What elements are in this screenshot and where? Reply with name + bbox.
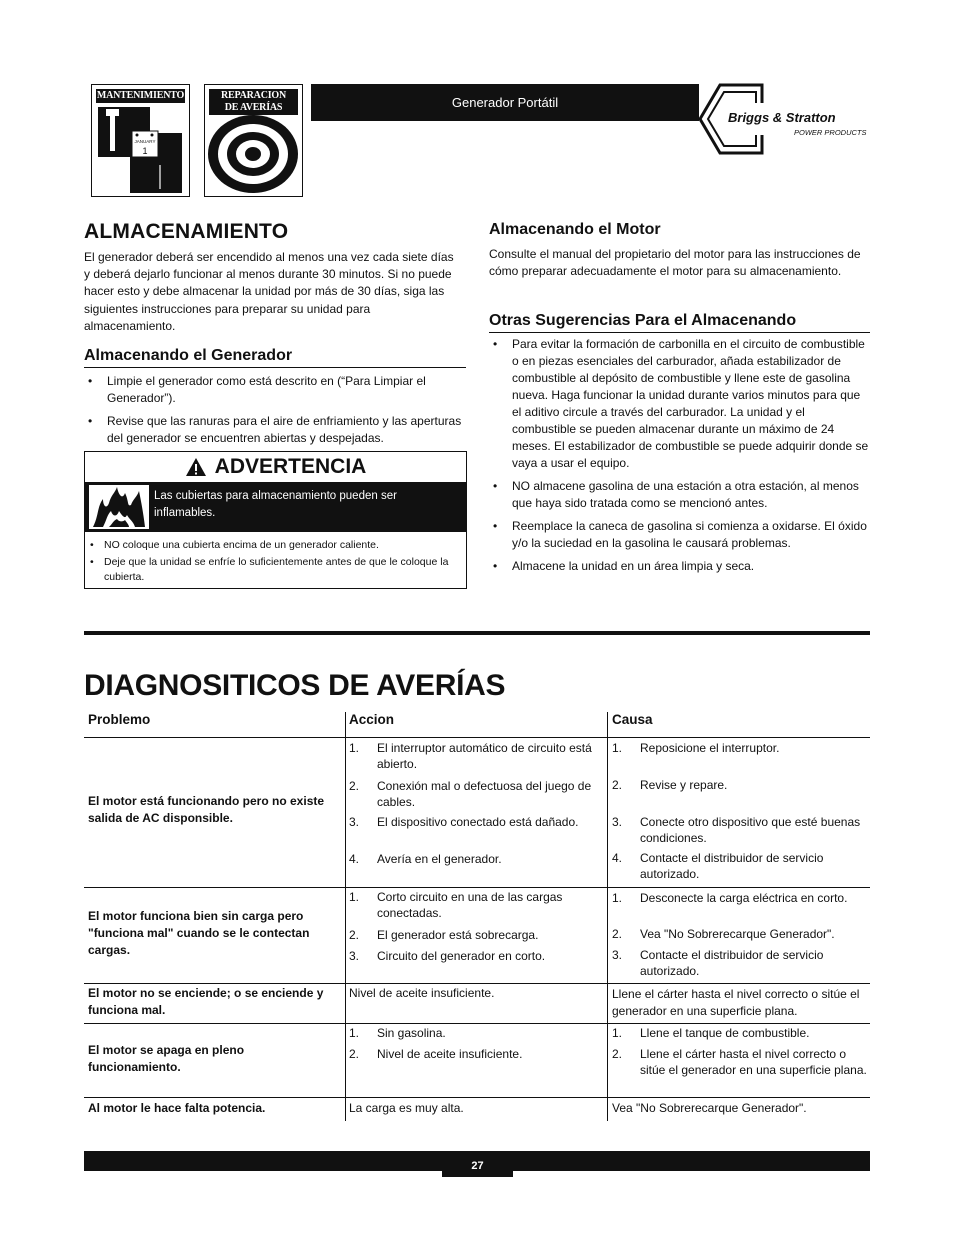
maintenance-icon <box>91 84 190 197</box>
list-item: • NO almacene gasolina de una estación a otra estación, al menos que haya sido tratada como se mencionó antes. <box>489 478 870 512</box>
column-header-action: Accion <box>349 712 395 727</box>
troubleshooting-title: DIAGNOSITICOS DE AVERÍAS <box>84 669 506 702</box>
svg-text:JANUARY: JANUARY <box>134 139 156 144</box>
warning-title: ADVERTENCIA <box>214 455 367 478</box>
list-item: • Deje que la unidad se enfríe lo suficientemente antes de que le coloque la cubierta. <box>85 555 466 585</box>
generator-storage-list <box>84 373 464 453</box>
wrench-calendar-icon <box>92 85 188 195</box>
table-rule <box>84 1097 870 1098</box>
briggs-stratton-logo <box>698 83 870 155</box>
action-item: 2. El generador está sobrecarga. <box>349 928 539 942</box>
list-item: • Revise que las ranuras para el aire de enfriamiento y las aperturas del generador se encuentren abiertas y despejadas. <box>84 413 464 447</box>
action-item: 4. Avería en el generador. <box>349 852 502 866</box>
action-item: 1. El interruptor automático de circuito está abierto. <box>349 741 592 771</box>
troubleshooting-icon-label: REPARACION DE AVERÍAS <box>209 89 298 115</box>
table-row-problem: El motor no se enciende; o se enciende y funciona mal. <box>88 986 324 1017</box>
list-item: • NO coloque una cubierta encima de un generador caliente. <box>85 538 466 553</box>
warning-triangle-icon <box>185 457 207 477</box>
action-item: 1. Corto circuito en una de las cargas conectadas. <box>349 890 563 920</box>
page-number: 27 <box>442 1151 513 1177</box>
storage-tips-list <box>489 336 870 581</box>
cause-item: 2. Revise y repare. <box>612 778 728 792</box>
table-rule <box>345 712 346 1121</box>
table-rule <box>84 887 870 888</box>
target-icon <box>205 85 301 195</box>
warning-box <box>84 451 467 589</box>
engine-storage-title: Almacenando el Motor <box>489 221 661 238</box>
storage-tips-title: Otras Sugerencias Para el Almacenando <box>489 312 870 333</box>
table-row-problem: El motor está funcionando pero no existe salida de AC disponsible. <box>88 794 325 825</box>
table-row-problem: Al motor le hace falta potencia. <box>88 1101 266 1115</box>
list-item: • Limpie el generador como está descrito en (“Para Limpiar el Generador”). <box>84 373 464 407</box>
storage-title: ALMACENAMIENTO <box>84 220 289 243</box>
table-rule <box>84 1023 870 1024</box>
cause-item: Vea "No Sobrerecarque Generador". <box>612 1101 807 1115</box>
action-item: La carga es muy alta. <box>349 1101 464 1115</box>
cause-item: 1. Llene el tanque de combustible. <box>612 1026 810 1040</box>
column-header-cause: Causa <box>612 712 653 727</box>
table-rule <box>84 983 870 984</box>
cause-item: 1. Desconecte la carga eléctrica en corto. <box>612 891 848 905</box>
svg-text:1: 1 <box>142 146 148 156</box>
cause-item: 2. Vea "No Sobrerecarque Generador". <box>612 927 835 941</box>
maintenance-icon-label: MANTENIMIENTO <box>96 90 185 101</box>
fire-hazard-icon <box>89 485 149 529</box>
cause-item: 4. Contacte el distribuidor de servicio autorizado. <box>612 851 824 881</box>
warning-message: Las cubiertas para almacenamiento pueden ser inflamables. <box>154 490 397 519</box>
warning-header <box>85 452 466 482</box>
section-divider <box>84 631 870 635</box>
action-item: 2. Conexión mal o defectuosa del juego de cables. <box>349 779 592 809</box>
generator-storage-title: Almacenando el Generador <box>84 347 466 368</box>
svg-text:Briggs & Stratton: Briggs & Stratton <box>728 110 836 125</box>
action-item: 3. Circuito del generador en corto. <box>349 949 546 963</box>
list-item: • Reemplace la caneca de gasolina si comienza a oxidarse. El óxido y/o la suciedad en la gasolina le causará problemas. <box>489 518 870 552</box>
engine-storage-text: Consulte el manual del propietario del motor para las instrucciones de cómo preparar adecuadamente el motor para su almacenamiento. <box>489 247 861 279</box>
document-header-title: Generador Portátil <box>311 84 699 121</box>
cause-item: 3. Conecte otro dispositivo que esté buenas condiciones. <box>612 815 861 845</box>
cause-item: 2. Llene el cárter hasta el nivel correcto o sitúe el generador en una superficie plana. <box>612 1047 867 1077</box>
cause-item: 3. Contacte el distribuidor de servicio autorizado. <box>612 948 824 978</box>
table-rule <box>607 712 608 1121</box>
action-item: 3. El dispositivo conectado está dañado. <box>349 815 579 829</box>
table-rule <box>84 737 870 738</box>
list-item: • Para evitar la formación de carbonilla en el circuito de combustible o en piezas esenciales del carburador, añada estabilizador de combustible al depósito de combustible y llene este de gasolina nueva. Haga funcionar la unidad durante varios minutos para que el aditivo circule a través del carburador. La unidad y el combustible se pueden almacenar durante un máximo de 24 meses. El estabilizador de combustible se puede adquirir donde se vaya a usar el equipo. <box>489 336 870 472</box>
action-item: 2. Nivel de aceite insuficiente. <box>349 1047 523 1061</box>
warning-message-band <box>85 482 466 532</box>
table-row-problem: El motor funciona bien sin carga pero "funciona mal" cuando se le contectan cargas. <box>88 909 310 957</box>
column-header-problem: Problemo <box>88 712 151 727</box>
cause-item: 1. Reposicione el interruptor. <box>612 741 780 755</box>
warning-list <box>85 538 466 587</box>
svg-text:POWER PRODUCTS: POWER PRODUCTS <box>794 128 867 137</box>
storage-intro: El generador deberá ser encendido al menos una vez cada siete días y deberá dejarlo funcionar al menos durante 30 minutos. Si no puede hacer esto y debe almacenar la unidad por más de 30 días, siga las siguientes instrucciones para preparar su unidad para almacenamiento. <box>84 250 454 333</box>
action-item: 1. Sin gasolina. <box>349 1026 446 1040</box>
action-item: Nivel de aceite insuficiente. <box>349 986 495 1000</box>
cause-item: Llene el cárter hasta el nivel correcto o sitúe el generador en una superficie plana. <box>612 987 860 1018</box>
table-row-problem: El motor se apaga en pleno funcionamiento. <box>88 1043 245 1074</box>
list-item: • Almacene la unidad en un área limpia y seca. <box>489 558 870 575</box>
troubleshooting-icon <box>204 84 303 197</box>
